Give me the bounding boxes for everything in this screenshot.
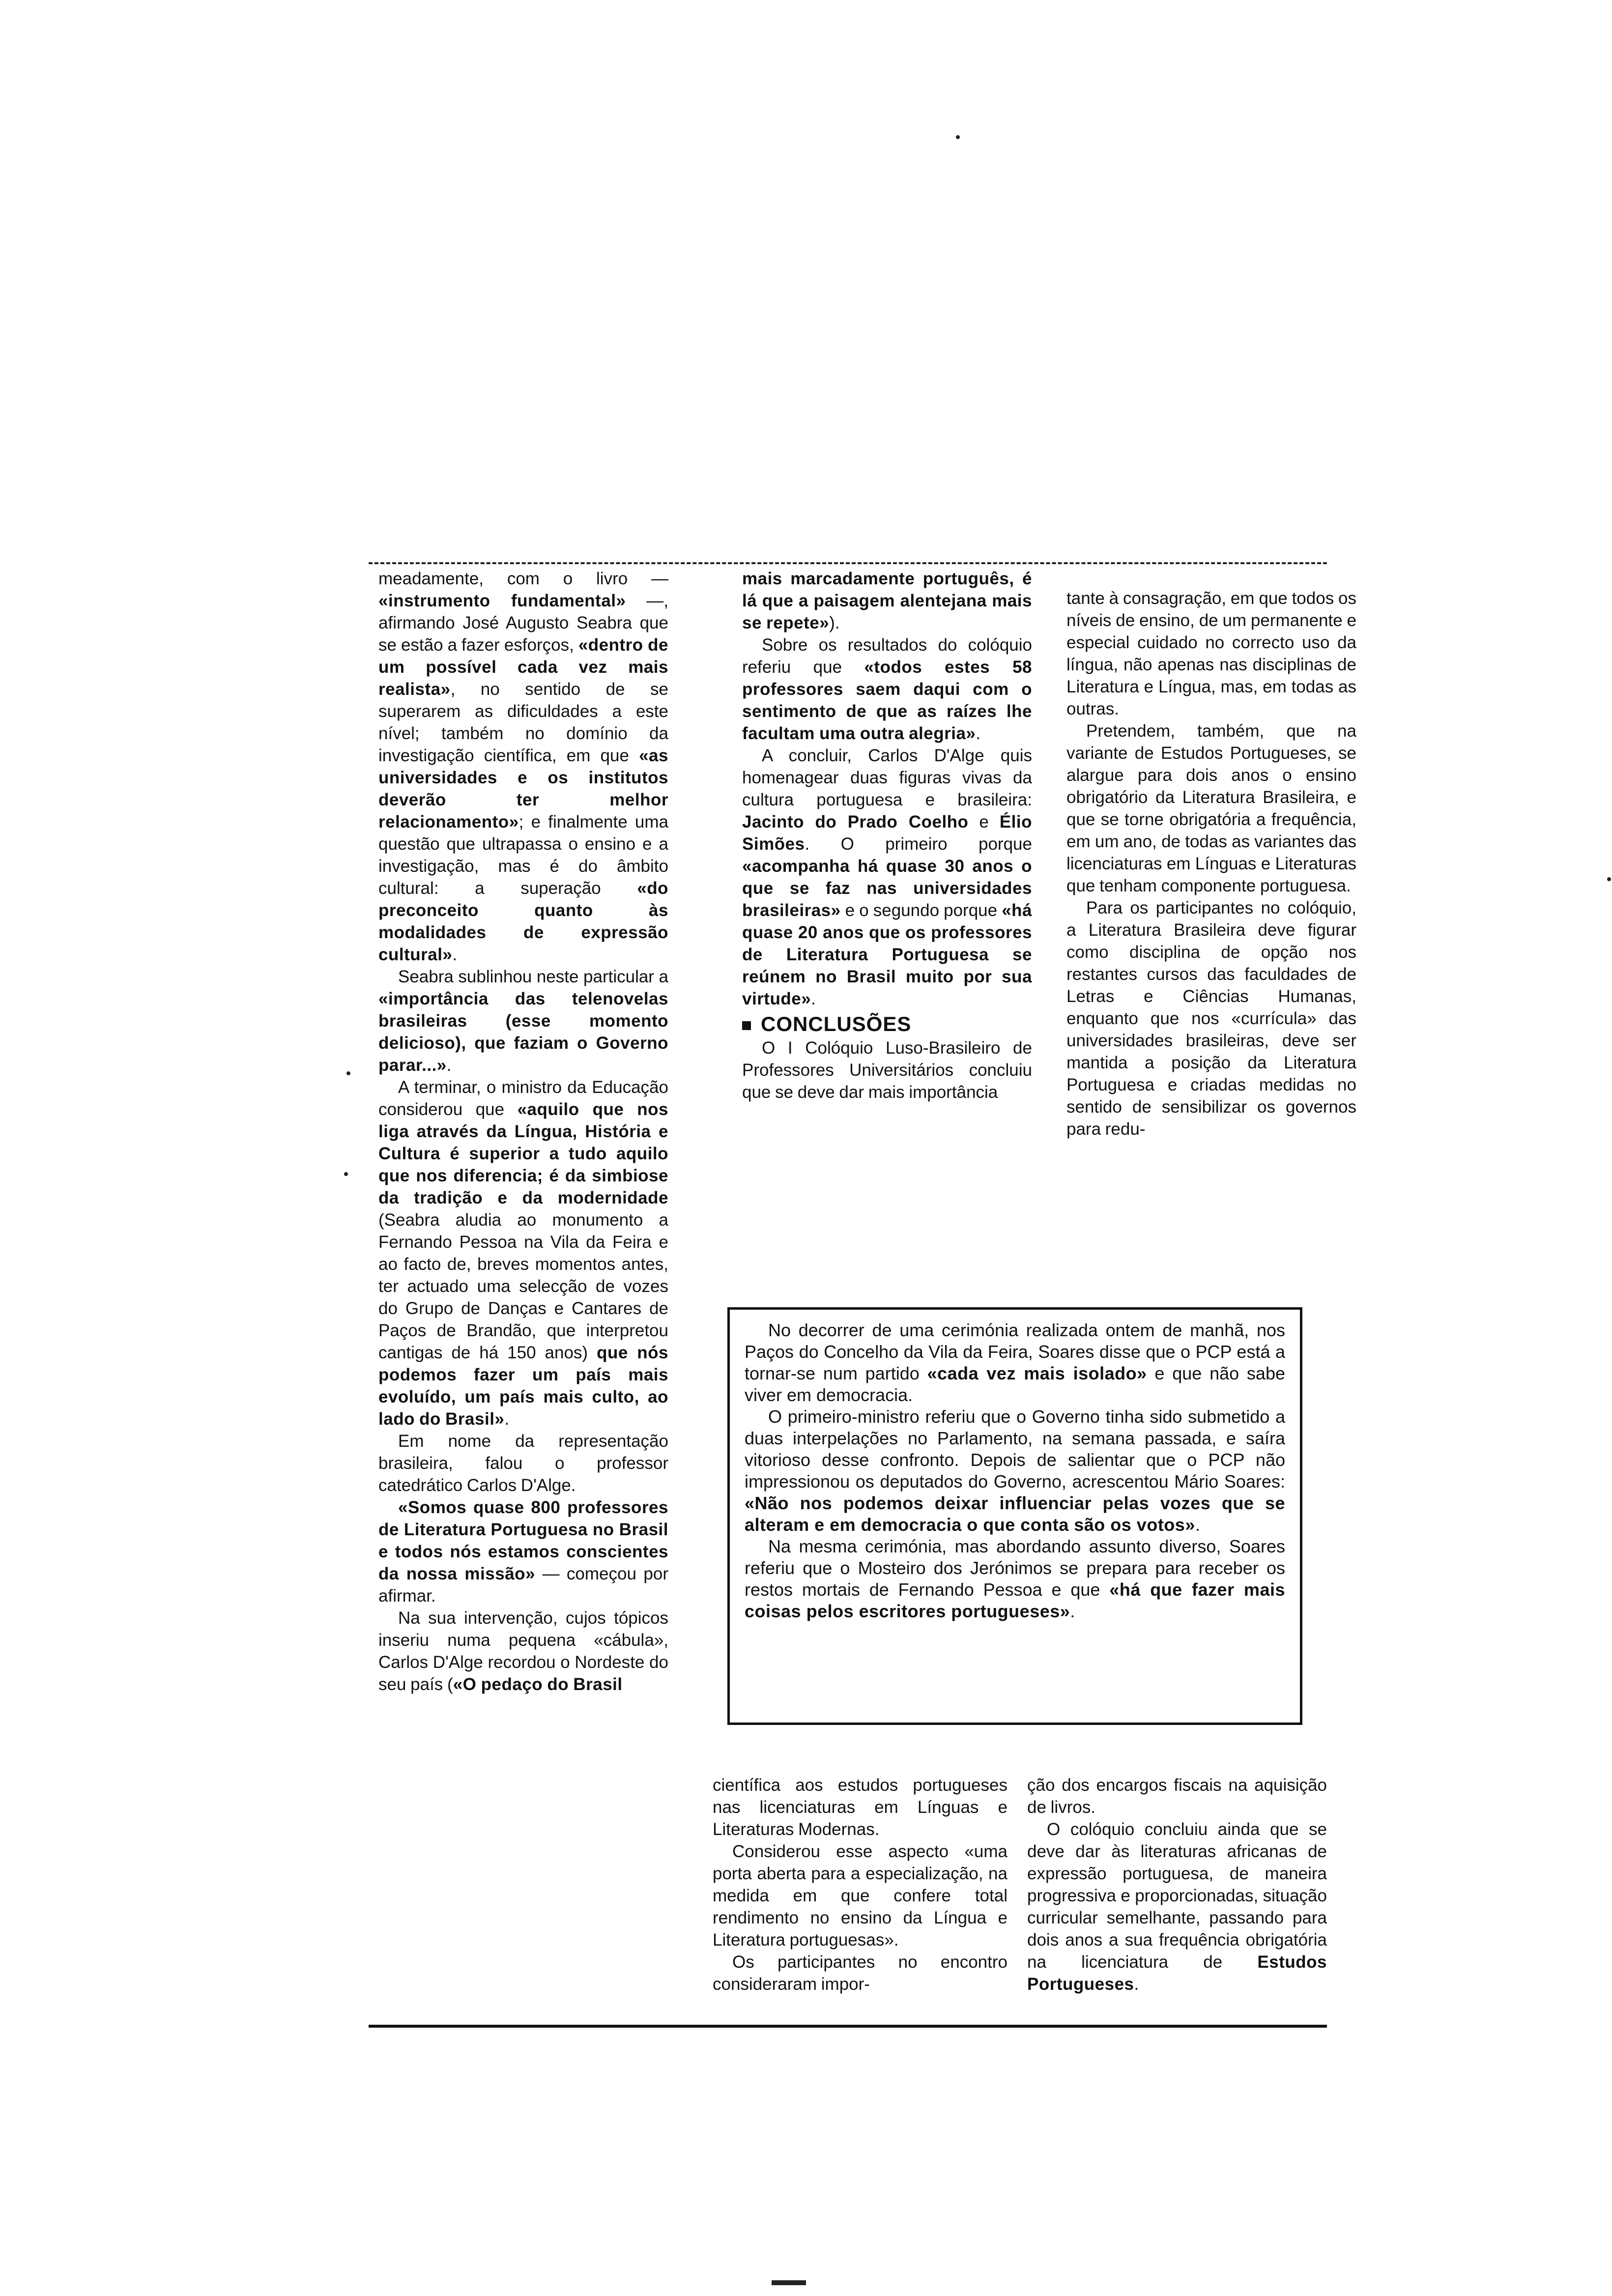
quote-bold: «há quase 20 anos que os professores de Literatura Portuguesa se reúnem no Brasil muito por sua virtude» [742, 901, 1032, 1008]
text-run: . [504, 1409, 510, 1429]
text-run: ; e finalmente uma questão que ultrapassa o ensino e a investigação, mas é do âmbito cultural: a superação [378, 812, 668, 898]
text-run: . [811, 989, 816, 1008]
newspaper-clipping [369, 555, 1356, 2059]
paragraph [378, 966, 668, 1076]
text-run: (Seabra aludia ao monumento a Fernando Pessoa na Vila da Feira e ao facto de, breves momentos antes, ter actuado uma selecção de vozes do Grupo de Danças e Cantares de Paços de Brandão, que interpretou cantigas de há 150 anos) [378, 1210, 668, 1362]
text-run: O primeiro-ministro referiu que o Governo tinha sido submetido a duas interpelações no Parlamento, na semana passada, e saíra vitorioso desse confronto. Depois de salientar que o PCP não impressionou os deputados do Governo, acrescentou Mário Soares: [745, 1406, 1285, 1492]
section-heading-text: CONCLUSÕES [761, 1012, 912, 1035]
quote-bold: «cada vez mais isolado» [927, 1363, 1147, 1383]
paragraph [378, 1607, 668, 1695]
paragraph [378, 568, 668, 966]
text-run: Para os participantes no colóquio, a Literatura Brasileira deve figurar como disciplina de opção nos restantes cursos das faculdades de Letras e Ciências Humanas, enquanto que nos «currícula» das universidades brasileiras, deve ser mantida a posição da Literatura Portuguesa e criadas medidas no sentido de sensibilizar os governos para redu- [1066, 898, 1356, 1139]
text-run: Pretendem, também, que na variante de Estudos Portugueses, se alargue para dois anos o ensino obrigatório da Literatura Brasileira, e que se torne obrigatória a frequência, em um ano, de todas as variantes das licenciaturas em Línguas e Literaturas que tenham componente portuguesa. [1066, 721, 1356, 895]
text-run: A concluir, Carlos D'Alge quis homenagear duas figuras vivas da cultura portuguesa e brasileira: [742, 746, 1032, 809]
bullet-square-icon [742, 1021, 751, 1030]
text-run: . O primeiro porque [805, 834, 1032, 854]
text-run: —, afirmando José Augusto Seabra que se estão a fazer esforços, [378, 591, 668, 655]
quote-bold: «as universidades e os institutos deverão ter melhor relacionamento» [378, 746, 668, 832]
paragraph [742, 1037, 1032, 1103]
paragraph [1027, 1818, 1327, 1995]
text-run: . [1195, 1515, 1200, 1535]
column-middle [742, 568, 1032, 1103]
text-run: Na mesma cerimónia, mas abordando assunto diverso, Soares referiu que o Mosteiro dos Jerónimos se prepara para receber os restos mortais de Fernando Pessoa e que [745, 1536, 1285, 1600]
text-run: ção dos encargos fiscais na aquisição de livros. [1027, 1776, 1327, 1817]
text-run: — começou por afirmar. [378, 1564, 668, 1606]
paragraph [742, 634, 1032, 745]
paragraph [378, 1496, 668, 1607]
quote-bold: «importância das telenovelas brasileiras (esse momento delicioso), que faziam o Governo parar...» [378, 989, 668, 1075]
text-run: . [976, 724, 981, 743]
quote-bold: «instrumento fundamental» [378, 591, 626, 610]
scan-speck [956, 135, 960, 139]
column-left [378, 568, 668, 1695]
paragraph [378, 1076, 668, 1430]
quote-bold: «do preconceito quanto às modalidades de expressão cultural» [378, 879, 668, 964]
quote-bold: «todos estes 58 professores saem daqui com o sentimento de que as raízes lhe facultam uma outra alegria» [742, 658, 1032, 743]
name-bold: Estudos Portugueses [1027, 1952, 1327, 1994]
text-run: Os participantes no encontro consideraram impor- [713, 1952, 1008, 1994]
text-run: . [1134, 1975, 1139, 1994]
bottom-rule [369, 2025, 1327, 2028]
text-run: O colóquio concluiu ainda que se deve dar às literaturas africanas de expressão portuguesa, de maneira progressiva e proporcionadas, situação curricular semelhante, passando para dois anos a sua frequência obrigatória na licenciatura de [1027, 1820, 1327, 1972]
scan-speck [1607, 877, 1611, 881]
quote-bold: «aquilo que nos liga através da Língua, História e Cultura é superior a tudo aquilo que nos diferencia; é da simbiose da tradição e da modernidade [378, 1100, 668, 1207]
quote-bold: «há que fazer mais coisas pelos escritores portugueses» [745, 1579, 1285, 1621]
column-right [1066, 587, 1356, 1140]
name-bold: Élio Simões [742, 812, 1032, 854]
text-run: e que não sabe viver em democracia. [745, 1363, 1285, 1405]
text-run: O I Colóquio Luso-Brasileiro de Professores Universitários concluiu que se deve dar mais importância [742, 1038, 1032, 1102]
quote-bold: «O pedaço do Brasil [453, 1675, 623, 1694]
paragraph [713, 1840, 1008, 1951]
paragraph [713, 1951, 1008, 1995]
text-run: Seabra sublinhou neste particular a [398, 967, 668, 986]
top-rule [369, 562, 1327, 564]
paragraph [745, 1406, 1285, 1536]
section-heading-conclusoes [742, 1013, 1032, 1035]
text-run: Na sua intervenção, cujos tópicos inseriu numa pequena «cábula», Carlos D'Alge recordou o Nordeste do seu país ( [378, 1608, 668, 1694]
column-right-lower [1027, 1774, 1327, 1995]
boxed-news-item [727, 1307, 1302, 1725]
paragraph [1066, 897, 1356, 1140]
paragraph [742, 568, 1032, 634]
paragraph [1066, 587, 1356, 720]
paragraph [713, 1774, 1008, 1840]
paragraph [378, 1430, 668, 1496]
quote-bold: que nós podemos fazer um país mais evoluído, um país mais culto, ao lado do Brasil» [378, 1343, 668, 1429]
column-middle-lower [713, 1774, 1008, 1995]
text-run: No decorrer de uma cerimónia realizada ontem de manhã, nos Paços do Concelho da Vila da Feira, Soares disse que o PCP está a tornar-se num partido [745, 1320, 1285, 1383]
text-run: e [968, 812, 1000, 832]
page-edge-mark [772, 2280, 806, 2285]
text-run: ). [829, 613, 840, 632]
text-run: Em nome da representação brasileira, falou o professor catedrático Carlos D'Alge. [378, 1432, 668, 1495]
quote-bold: «Somos quase 800 professores de Literatura Portuguesa no Brasil e todos nós estamos conscientes da nossa missão» [378, 1498, 668, 1583]
scan-speck [344, 1172, 348, 1176]
name-bold: Jacinto do Prado Coelho [742, 812, 969, 832]
quote-bold: «acompanha há quase 30 anos o que se faz nas universidades brasileiras» [742, 857, 1032, 920]
text-run: . [1070, 1601, 1075, 1621]
text-run: Considerou esse aspecto «uma porta aberta para a especialização, na medida em que confere total rendimento no ensino da Língua e Literatura portuguesas». [713, 1842, 1008, 1950]
text-run: meadamente, com o livro — [378, 569, 668, 588]
text-run: Sobre os resultados do colóquio referiu que [742, 635, 1032, 677]
paragraph [745, 1320, 1285, 1406]
quote-bold: mais marcadamente português, é lá que a paisagem alentejana mais se repete» [742, 569, 1032, 632]
text-run: tante à consagração, em que todos os níveis de ensino, de um permanente e especial cuidado no correcto uso da língua, não apenas nas disciplinas de Literatura e Língua, mas, em todas as outras. [1066, 589, 1356, 718]
text-run: . [452, 945, 458, 964]
scan-speck [346, 1071, 350, 1075]
text-run: e o segundo porque [840, 901, 1002, 920]
paragraph [742, 745, 1032, 1010]
text-run: A terminar, o ministro da Educação considerou que [378, 1078, 668, 1119]
text-run: . [446, 1056, 452, 1075]
text-run: científica aos estudos portugueses nas licenciaturas em Línguas e Literaturas Modernas. [713, 1776, 1008, 1839]
paragraph [1066, 720, 1356, 897]
text-run: , no sentido de se superarem as dificuldades a este nível; também no domínio da investigação científica, em que [378, 680, 668, 765]
paragraph [745, 1536, 1285, 1622]
quote-bold: «Não nos podemos deixar influenciar pelas vozes que se alteram e em democracia o que conta são os votos» [745, 1493, 1285, 1535]
paragraph [1027, 1774, 1327, 1818]
quote-bold: «dentro de um possível cada vez mais realista» [378, 635, 668, 699]
